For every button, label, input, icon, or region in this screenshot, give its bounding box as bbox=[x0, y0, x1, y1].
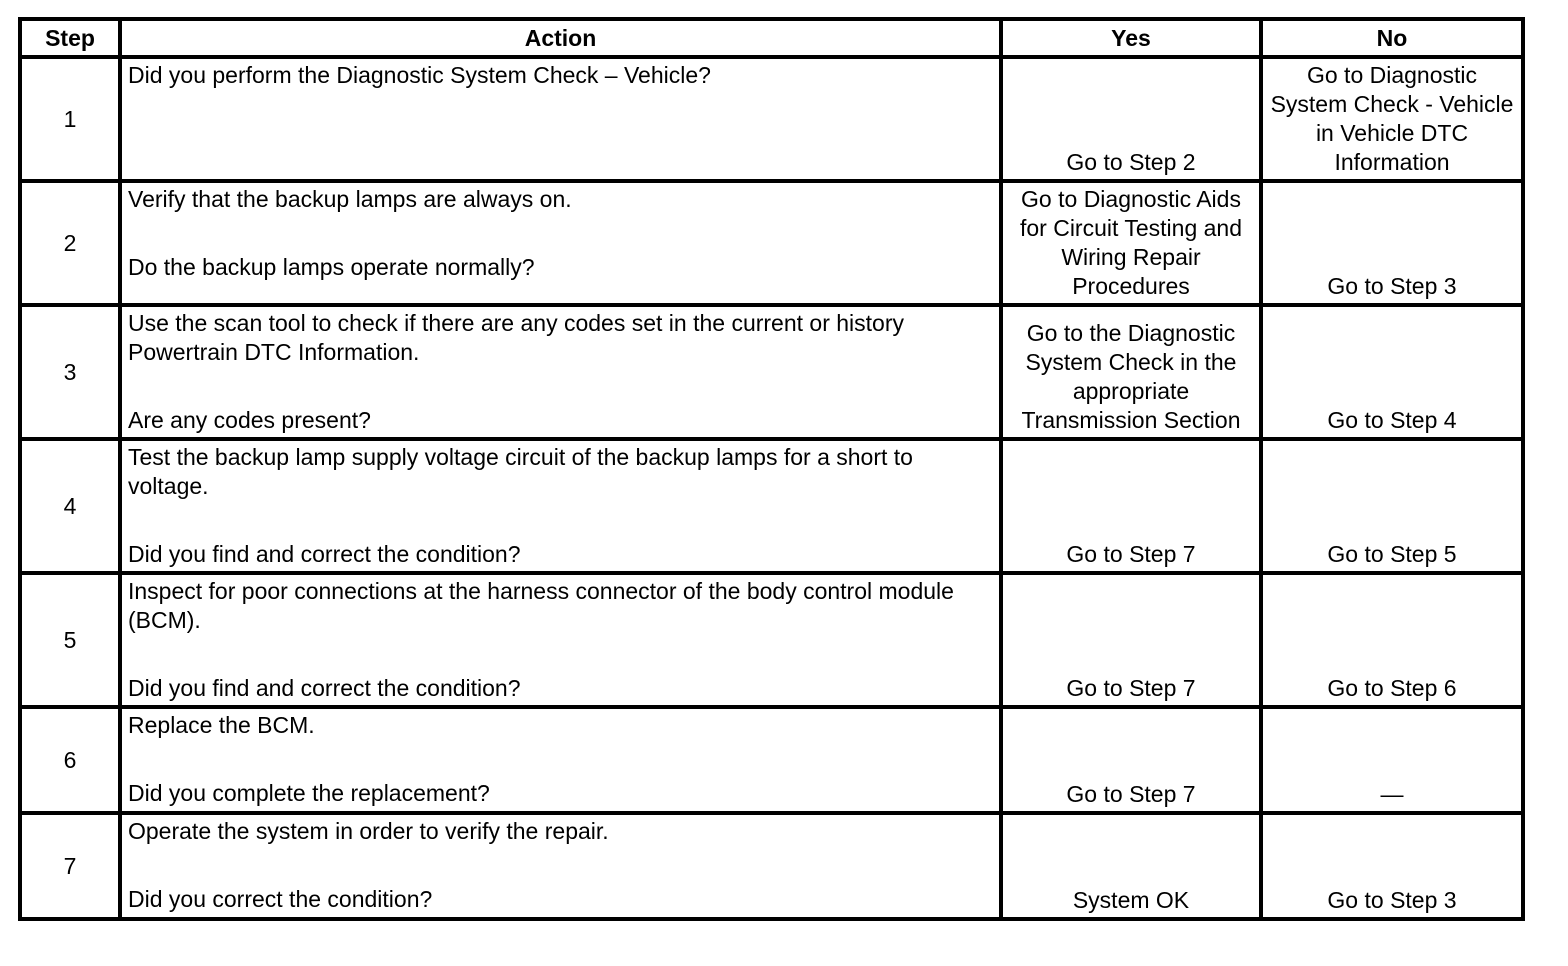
action-cell bbox=[120, 439, 1001, 573]
action-cell bbox=[120, 305, 1001, 439]
header-yes: Yes bbox=[1001, 19, 1261, 57]
action-question: Did you correct the condition? bbox=[128, 886, 433, 912]
step-number: 3 bbox=[20, 305, 120, 439]
yes-result: Go to Diagnostic Aids for Circuit Testing and Wiring Repair Procedures bbox=[1001, 181, 1261, 305]
no-result: Go to Step 5 bbox=[1261, 439, 1523, 573]
action-cell bbox=[120, 813, 1001, 919]
table-row bbox=[20, 707, 1523, 813]
action-cell bbox=[120, 573, 1001, 707]
no-result: Go to Diagnostic System Check - Vehicle in Vehicle DTC Information bbox=[1261, 57, 1523, 181]
header-row bbox=[20, 19, 1523, 57]
yes-result: Go to the Diagnostic System Check in the appropriate Transmission Section bbox=[1001, 305, 1261, 439]
action-question: Are any codes present? bbox=[128, 407, 371, 433]
action-question: Did you complete the replacement? bbox=[128, 780, 490, 806]
yes-result: Go to Step 7 bbox=[1001, 439, 1261, 573]
action-text: Replace the BCM. bbox=[128, 712, 315, 738]
table-row bbox=[20, 181, 1523, 305]
table-row bbox=[20, 573, 1523, 707]
yes-result: System OK bbox=[1001, 813, 1261, 919]
step-number: 6 bbox=[20, 707, 120, 813]
no-result: — bbox=[1261, 707, 1523, 813]
yes-result: Go to Step 2 bbox=[1001, 57, 1261, 181]
no-result: Go to Step 4 bbox=[1261, 305, 1523, 439]
action-question: Do the backup lamps operate normally? bbox=[128, 254, 535, 280]
diagnostic-table bbox=[18, 17, 1525, 921]
no-result: Go to Step 3 bbox=[1261, 813, 1523, 919]
table-row bbox=[20, 813, 1523, 919]
step-number: 4 bbox=[20, 439, 120, 573]
table-row bbox=[20, 305, 1523, 439]
header-step: Step bbox=[20, 19, 120, 57]
table-row bbox=[20, 57, 1523, 181]
action-text: Use the scan tool to check if there are any codes set in the current or history Powertrain DTC Information. bbox=[128, 310, 905, 365]
yes-result: Go to Step 7 bbox=[1001, 573, 1261, 707]
no-result: Go to Step 6 bbox=[1261, 573, 1523, 707]
action-question: Did you find and correct the condition? bbox=[128, 675, 521, 701]
step-number: 1 bbox=[20, 57, 120, 181]
table-row bbox=[20, 439, 1523, 573]
action-question: Did you find and correct the condition? bbox=[128, 541, 521, 567]
action-text: Inspect for poor connections at the harness connector of the body control module (BCM). bbox=[128, 578, 954, 633]
yes-result: Go to Step 7 bbox=[1001, 707, 1261, 813]
action-text: Operate the system in order to verify the repair. bbox=[128, 818, 609, 844]
action-cell bbox=[120, 707, 1001, 813]
step-number: 5 bbox=[20, 573, 120, 707]
header-no: No bbox=[1261, 19, 1523, 57]
action-text: Test the backup lamp supply voltage circuit of the backup lamps for a short to voltage. bbox=[128, 444, 913, 499]
header-action: Action bbox=[120, 19, 1001, 57]
step-number: 7 bbox=[20, 813, 120, 919]
action-text: Verify that the backup lamps are always on. bbox=[128, 186, 572, 212]
action-cell bbox=[120, 181, 1001, 305]
no-result: Go to Step 3 bbox=[1261, 181, 1523, 305]
action-cell bbox=[120, 57, 1001, 181]
action-text: Did you perform the Diagnostic System Check – Vehicle? bbox=[128, 62, 711, 88]
step-number: 2 bbox=[20, 181, 120, 305]
